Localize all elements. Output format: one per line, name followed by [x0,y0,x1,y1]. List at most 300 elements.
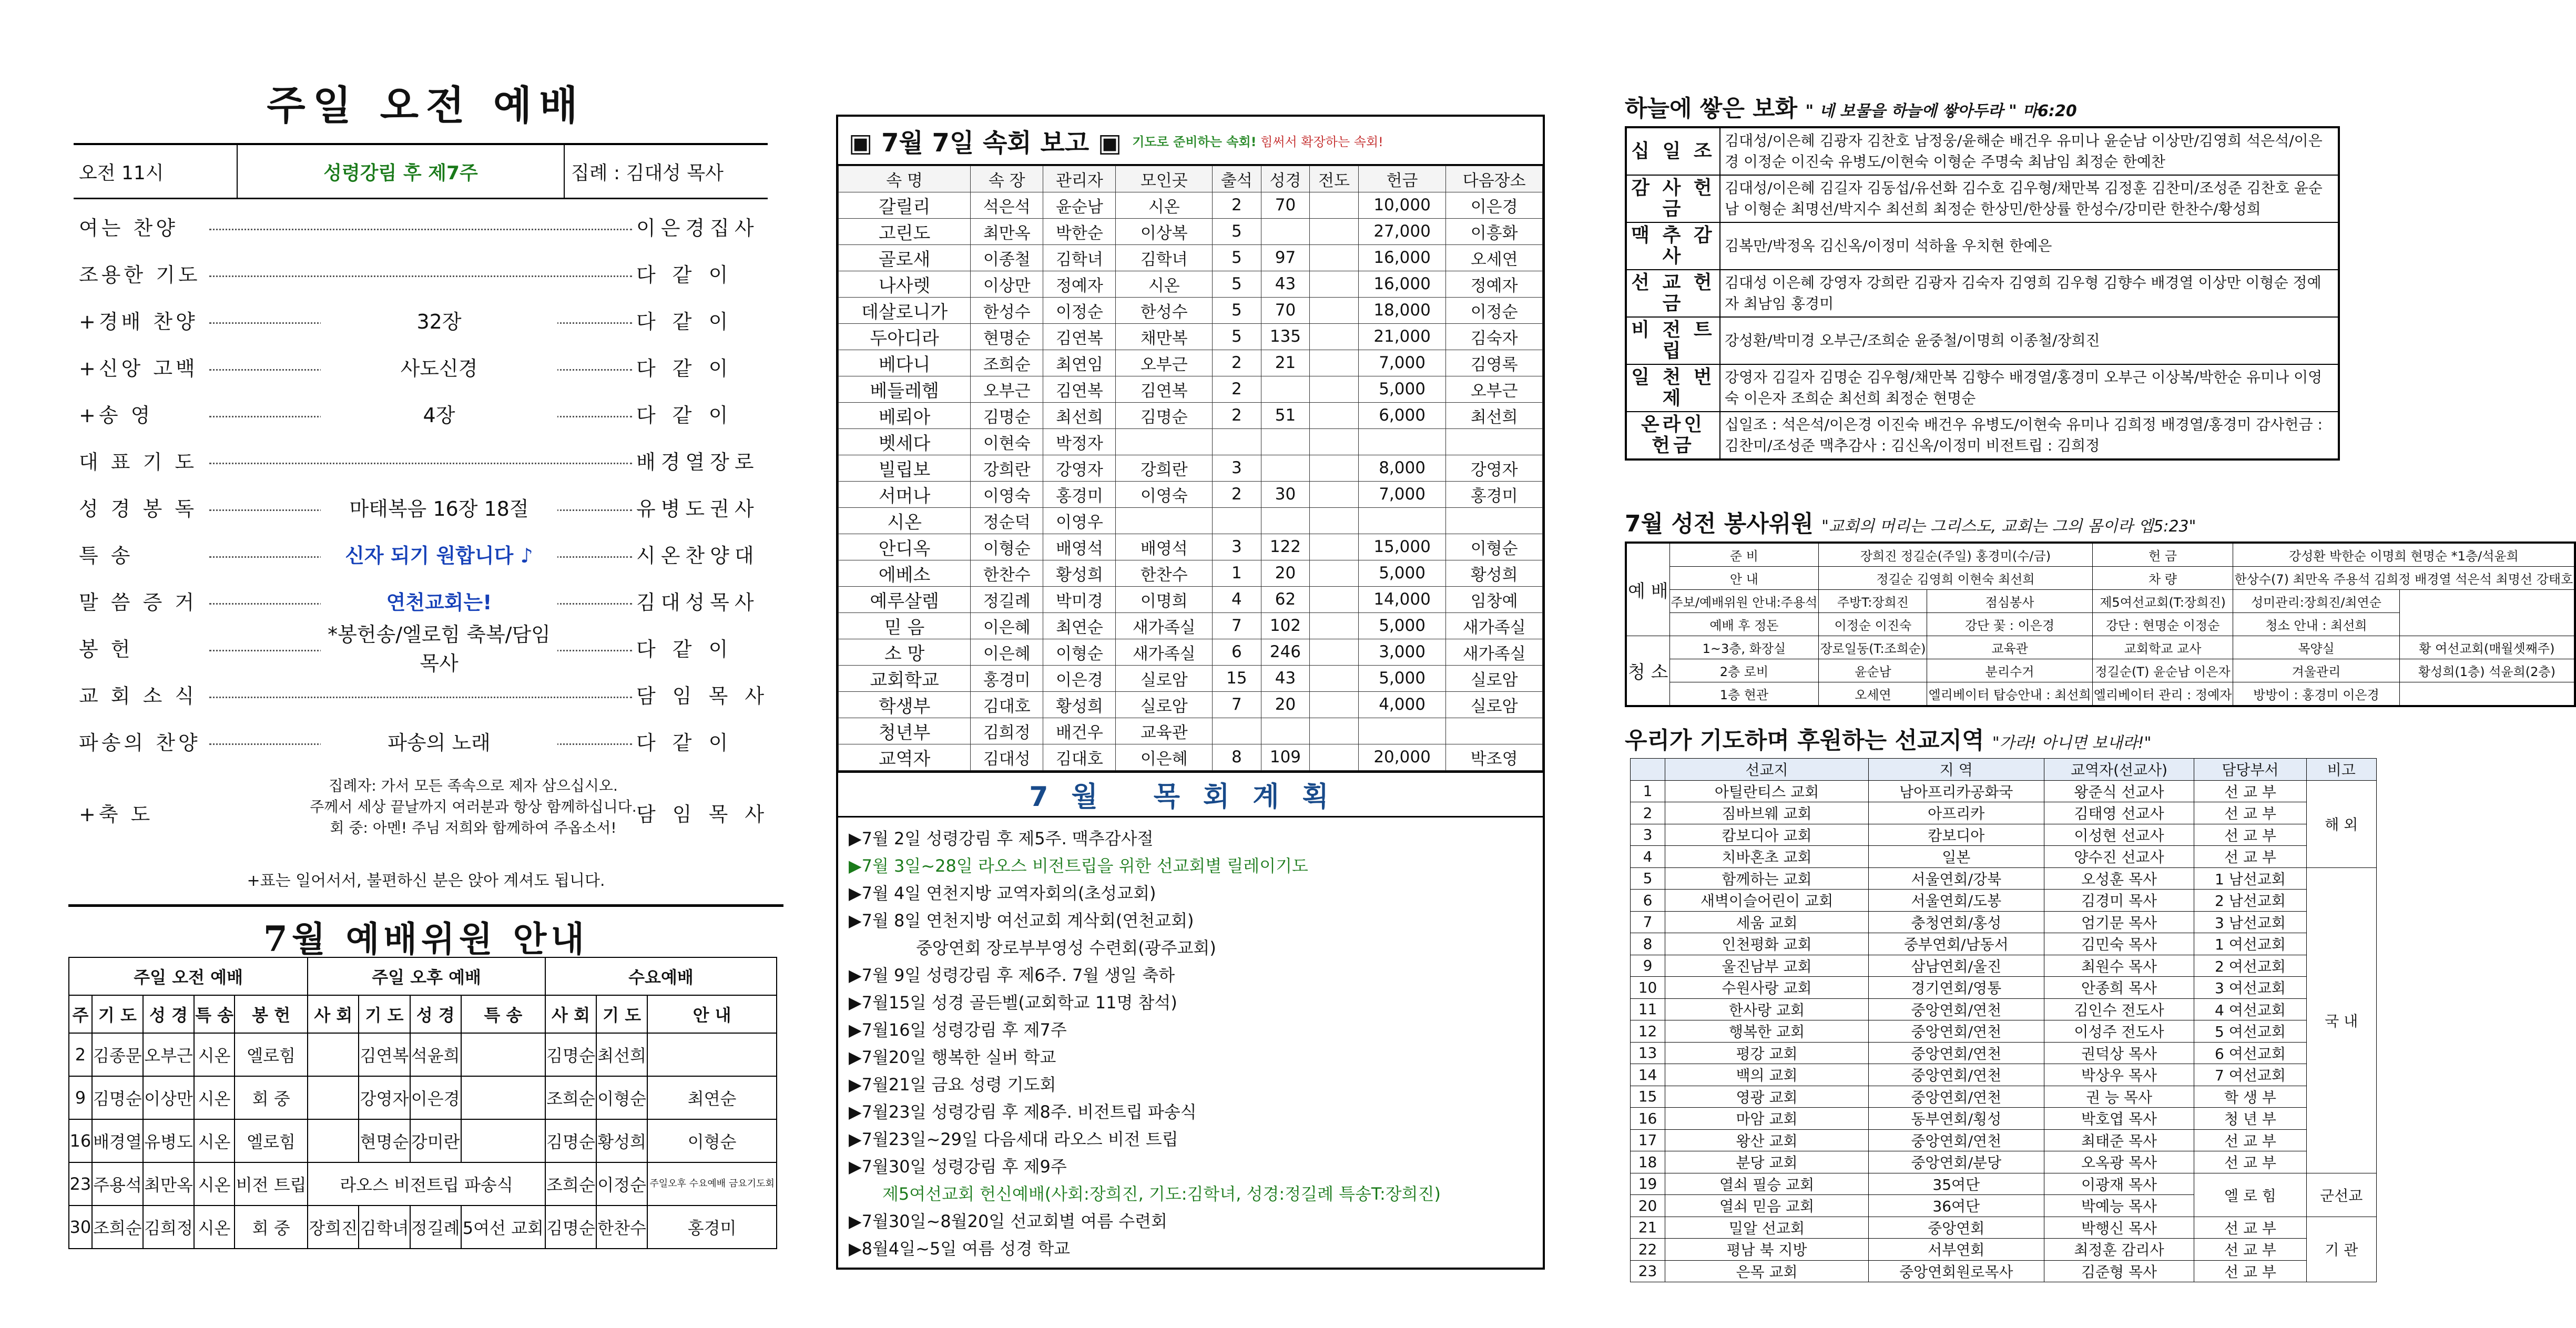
report-cell: 20 [1261,691,1310,718]
order-item [79,444,768,476]
mission-cell: 선 교 부 [2194,802,2306,824]
cleaning-cell: 분리수거 [1927,659,2092,682]
offering-names: 강성환/박미경 오부근/조희순 윤중철/이명희 이종철/장희진 [1720,317,2339,364]
report-cell: 김대호 [971,691,1043,718]
report-cell [1358,718,1445,744]
report-row [839,376,1543,402]
mission-cell: 선 교 부 [2194,780,2306,802]
report-cell [1213,428,1261,455]
mission-row [1631,1042,2377,1064]
report-cell: 102 [1261,612,1310,639]
report-cell: 실로암 [1446,691,1543,718]
mission-cell: 박상우 목사 [2044,1064,2194,1086]
report-cell [1310,455,1359,481]
report-cell: 15 [1213,665,1261,691]
cleaning-cell: 황성희(1층) 석윤희(2층) [2399,659,2575,682]
order-item-detail: 4장 [321,399,557,428]
plan-item: ▶7월 4일 연천지방 교역자회의(초성교회) [849,883,1156,903]
report-cell: 1 [1213,560,1261,586]
volunteers-quote: "교회의 머리는 그리스도, 교회는 그의 몸이라 엡5:23" [1821,517,2196,536]
mission-cell: 엄기문 목사 [2044,911,2194,933]
report-cell: 베들레헴 [839,376,971,402]
mission-cell: 열쇠 필승 교회 [1665,1173,1869,1195]
blessing-line: 회 중: 아멘! 주님 저희와 함께하여 주옵소서! [330,819,617,836]
order-item-person: 다 같 이 [636,403,734,427]
report-cell: 김학녀 [1116,244,1213,271]
mission-cell: 선 교 부 [2194,1239,2306,1261]
mission-cell: 1 남선교회 [2194,867,2306,890]
worship-staff-title: 7월 예배위원 안내 [68,904,783,961]
report-cell: 이영숙 [971,481,1043,507]
cleaning-row [1626,682,2575,707]
staff-cell: 배경열 [92,1119,143,1162]
plan-item: ▶8월4일~5일 여름 성경 학교 [849,1238,1071,1259]
staff-column-header: 성 경 [143,995,194,1033]
mission-cell: 최정훈 감리사 [2044,1239,2194,1261]
mission-cell: 함께하는 교회 [1665,867,1869,890]
report-row [839,744,1543,770]
mission-cell: 일본 [1868,846,2044,868]
volunteer-cell: 강성환 박한순 이명희 현명순 *1층/석윤희 [2233,543,2575,567]
report-column-header: 성경 [1261,166,1310,192]
mission-cell: 열쇠 믿음 교회 [1665,1195,1869,1217]
report-cell [1310,639,1359,665]
mission-column-header: 교역자(선교사) [2044,759,2194,781]
plan-item: ▶7월 3일~28일 라오스 비전트립을 위한 선교회별 릴레이기도 [849,855,1308,876]
report-cell: 246 [1261,639,1310,665]
report-row [839,297,1543,323]
order-item-person: 김대성목사 [636,590,759,614]
order-item-person: 다 같 이 [636,263,734,287]
staff-cell: 김명순 [545,1033,596,1076]
report-cell: 최연순 [1043,612,1116,639]
report-cell: 이영숙 [1116,481,1213,507]
mission-cell: 박행신 목사 [2044,1217,2194,1239]
order-item-person: 담 임 목 사 [636,684,770,708]
report-cell: 새가족실 [1116,612,1213,639]
mission-cell: 학 생 부 [2194,1086,2306,1108]
mission-cell: 캄보디아 [1868,824,2044,846]
report-cell: 채만복 [1116,323,1213,350]
mission-column-header: 지 역 [1868,759,2044,781]
mission-cell: 최태준 목사 [2044,1129,2194,1151]
cleaning-cell: 윤순남 [1819,659,1927,682]
order-item-name: 봉 헌 [79,637,134,661]
mission-cell: 5 여선교회 [2194,1020,2306,1043]
report-title-bar [838,117,1543,166]
staff-column-header: 특 송 [194,995,235,1033]
report-cell: 강희란 [1116,455,1213,481]
offering-names: 강영자 김길자 김명순 김우형/채만복 김향수 배경열/홍경미 오부근 이상복/박한순 유미나 이영숙 이은자 조희순 최선희 최정순 현명순 [1720,364,2339,412]
cleaning-cell: 1층 현관 [1669,682,1819,707]
mission-cell: 행복한 교회 [1665,1020,1869,1043]
volunteer-cell: 준 비 [1669,543,1819,567]
mission-cell: 중앙연회원로목사 [1868,1260,2044,1282]
leader-dots [209,463,632,464]
report-cell: 4 [1213,586,1261,612]
mission-cell: 김경미 목사 [2044,890,2194,912]
cleaning-row [1626,636,2575,659]
volunteer-cell: 성미관리:장희진/최연순 [2233,590,2399,613]
mission-cell: 중부연회/남동서 [1868,933,2044,955]
staff-cell: 김명순 [545,1206,596,1249]
report-cell [1310,507,1359,534]
left-column [68,0,783,1328]
report-row [839,507,1543,534]
mission-cell: 2 여선교회 [2194,955,2306,977]
report-cell: 교역자 [839,744,971,770]
order-item-person: 다 같 이 [636,310,734,333]
report-cell: 실로암 [1446,665,1543,691]
mission-cell: 아프리카 [1868,802,2044,824]
offering-quote: " 네 보물을 하늘에 쌓아두라 " 마6:20 [1805,102,2077,120]
offering-names: 김대성/이은혜 김광자 김찬호 남정웅/윤해순 배건우 유미나 윤순남 이상만/김영희 석은석/이은경 이정순 이진숙 유병도/이현숙 이형순 주명숙 최남임 최정순 한예찬 [1720,127,2339,175]
report-row [839,639,1543,665]
staff-cell: 라오스 비전트립 파송식 [308,1162,545,1206]
report-column-header: 속 장 [971,166,1043,192]
report-column-header: 다음장소 [1446,166,1543,192]
mission-cell: 2 [1631,802,1665,824]
mission-cell: 19 [1631,1173,1665,1195]
offering-category: 맥 추 감 사 [1626,222,1720,270]
report-cell: 8 [1213,744,1261,770]
report-cell: 정예자 [1043,271,1116,297]
missions-title: 우리가 기도하며 후원하는 선교지역 [1625,727,1984,754]
mission-row [1631,955,2377,977]
report-cell: 2 [1213,192,1261,218]
report-cell: 8,000 [1358,455,1445,481]
leader-dots [209,697,632,698]
mission-cell: 김태영 선교사 [2044,802,2194,824]
report-row [839,350,1543,376]
mission-column-header [1631,759,1665,781]
mission-column-header: 비고 [2306,759,2377,781]
middle-column [836,0,1543,1328]
report-cell: 이은혜 [971,612,1043,639]
order-item [79,538,768,569]
report-cell: 벳세다 [839,428,971,455]
report-cell: 2 [1213,350,1261,376]
offering-title: 하늘에 쌓은 보화 [1625,95,1798,122]
right-column [1620,0,2573,1328]
report-cell: 62 [1261,586,1310,612]
mission-cell: 23 [1631,1260,1665,1282]
offering-names: 김대성/이은혜 김길자 김동섭/유선화 김수호 김우형/채만복 김정훈 김찬미/조성준 김찬호 윤순남 이형순 최명선/박지수 최선희 최정순 한상민/한상률 한성수/강미란 한찬수/황성희 [1720,175,2339,222]
cleaning-cell: 교회학교 교사 [2092,636,2233,659]
order-item [79,623,768,675]
plan-title: 7월 목회계획 [838,771,1543,818]
blessing-line: 집례자: 가서 모든 족속으로 제자 삼으십시오. [329,777,618,794]
service-leader: 집례 : 김대성 목사 [571,162,724,184]
staff-cell: 이형순 [596,1076,647,1119]
mission-cell: 22 [1631,1239,1665,1261]
mission-cell: 7 여선교회 [2194,1064,2306,1086]
report-cell: 이형순 [1446,534,1543,560]
report-cell: 강영자 [1043,455,1116,481]
mission-cell: 아틸란티스 교회 [1665,780,1869,802]
report-cell: 박한순 [1043,218,1116,244]
report-cell: 이형순 [971,534,1043,560]
report-cell: 한찬수 [1116,560,1213,586]
report-cell [1446,718,1543,744]
mission-row [1631,998,2377,1020]
report-column-header: 출석 [1213,166,1261,192]
mission-cell: 충청연회/홍성 [1868,911,2044,933]
mission-cell: 선 교 부 [2194,824,2306,846]
staff-cell: 석윤희 [410,1033,461,1076]
report-cell: 16,000 [1358,271,1445,297]
order-item [79,491,768,523]
report-cell: 데살로니가 [839,297,971,323]
plan-item: 제5여선교회 헌신예배(사회:장희진, 기도:김학녀, 성경:정길례 특송T:장희진) [849,1183,1441,1204]
offering-table [1625,126,2340,461]
report-row [839,218,1543,244]
offering-category: 온라인헌금 [1626,412,1720,459]
report-cell [1310,376,1359,402]
cleaning-label: 청 소 [1626,636,1669,707]
mission-row [1631,1086,2377,1108]
mission-column-header: 선교지 [1665,759,1869,781]
report-cell: 김숙자 [1446,323,1543,350]
report-cell [1261,507,1310,534]
mission-cell: 안종희 목사 [2044,977,2194,999]
volunteer-row [1626,590,2575,613]
report-cell: 예루살렘 [839,586,971,612]
plan-item: ▶7월20일 행복한 실버 학교 [849,1047,1056,1067]
report-cell: 16,000 [1358,244,1445,271]
report-cell: 6 [1213,639,1261,665]
report-cell [1310,481,1359,507]
report-cell [1310,297,1359,323]
mission-cell: 중앙연회/분당 [1868,1151,2044,1173]
report-cell: 고린도 [839,218,971,244]
staff-cell: 이형순 [647,1119,777,1162]
report-cell [1261,718,1310,744]
mission-cell: 8 [1631,933,1665,955]
report-cell: 5 [1213,218,1261,244]
report-cell: 18,000 [1358,297,1445,323]
order-item-person: 유병도권사 [636,497,759,520]
report-cell: 21,000 [1358,323,1445,350]
mission-cell: 9 [1631,955,1665,977]
report-cell: 시온 [1116,192,1213,218]
mission-row [1631,1064,2377,1086]
report-cell: 조희순 [971,350,1043,376]
staff-row [69,1076,777,1119]
service-theme: 성령강림 후 제7주 [237,145,565,198]
report-cell: 황성희 [1043,560,1116,586]
report-cell: 김연복 [1043,323,1116,350]
mission-cell: 오옥광 목사 [2044,1151,2194,1173]
report-cell: 황성희 [1446,560,1543,586]
cleaning-cell: 1~3층, 화장실 [1669,636,1819,659]
report-cell [1310,691,1359,718]
mission-cell: 4 여선교회 [2194,998,2306,1020]
mission-cell: 밀알 선교회 [1665,1217,1869,1239]
report-cell [1310,350,1359,376]
report-cell [1310,323,1359,350]
mission-cell: 권 능 목사 [2044,1086,2194,1108]
mission-cell: 마암 교회 [1665,1108,1869,1130]
mission-cell: 7 [1631,911,1665,933]
staff-cell: 황성희 [596,1119,647,1162]
offering-category: 선 교 헌 금 [1626,270,1720,317]
order-item-name: 파송의 찬양 [79,731,201,754]
order-item-name: 특 송 [79,544,134,567]
cleaning-cell: 엘리베이터 관리 : 정예자 [2092,682,2233,707]
volunteer-cell: 이정순 이진숙 [1819,613,1927,636]
order-item-name: +축 도 [79,802,154,826]
mission-cell: 박호엽 목사 [2044,1108,2194,1130]
report-cell [1310,244,1359,271]
report-cell: 2 [1213,402,1261,428]
report-row [839,481,1543,507]
report-cell: 2 [1213,376,1261,402]
staff-cell: 김학녀 [359,1206,410,1249]
report-cell: 교회학교 [839,665,971,691]
staff-cell: 유병도 [143,1119,194,1162]
mission-cell: 캄보디아 교회 [1665,824,1869,846]
report-cell: 석은석 [971,192,1043,218]
report-cell: 70 [1261,297,1310,323]
mission-row [1631,867,2377,890]
report-cell: 배건우 [1043,718,1116,744]
report-cell: 30 [1261,481,1310,507]
mission-cell: 청 년 부 [2194,1108,2306,1130]
volunteers-table [1625,542,2576,707]
staff-column-header: 봉 헌 [235,995,308,1033]
report-cell: 이영우 [1043,507,1116,534]
report-row [839,455,1543,481]
report-cell: 교육관 [1116,718,1213,744]
volunteer-cell: 한상수(7) 최만옥 주용석 김희정 배경열 석은석 최명선 강태호 [2233,567,2575,590]
mission-cell: 수원사랑 교회 [1665,977,1869,999]
staff-cell: 김연복 [359,1033,410,1076]
report-cell: 한찬수 [971,560,1043,586]
staff-column-header: 사 회 [545,995,596,1033]
cleaning-cell: 황 여선교회(매월셋째주) [2399,636,2575,659]
mission-cell: 6 [1631,890,1665,912]
missions-heading [1625,721,2151,755]
order-item-name: 대 표 기 도 [79,450,198,474]
mission-cell: 오성훈 목사 [2044,867,2194,890]
mission-cell: 분당 교회 [1665,1151,1869,1173]
mission-cell: 은목 교회 [1665,1260,1869,1282]
report-subtitle-b: 힘써서 확장하는 속회! [1260,134,1383,149]
staff-cell: 23 [69,1162,92,1206]
offering-row [1626,270,2339,317]
report-row [839,665,1543,691]
report-cell: 홍경미 [1043,481,1116,507]
mission-cell: 16 [1631,1108,1665,1130]
volunteer-row [1626,543,2575,567]
mission-row [1631,780,2377,802]
mission-row [1631,1108,2377,1130]
mission-cell: 치바혼초 교회 [1665,846,1869,868]
report-row [839,560,1543,586]
staff-cell: 정길례 [410,1206,461,1249]
report-cell: 실로암 [1116,691,1213,718]
report-cell: 109 [1261,744,1310,770]
staff-cell: 5여선 교회 [461,1206,545,1249]
mission-cell: 동부연회/횡성 [1868,1108,2044,1130]
report-cell [1261,376,1310,402]
report-column-header: 모인곳 [1116,166,1213,192]
staff-column-header: 성 경 [410,995,461,1033]
mission-cell: 13 [1631,1042,1665,1064]
report-cell: 5 [1213,271,1261,297]
report-cell: 5,000 [1358,665,1445,691]
report-cell: 시온 [839,507,971,534]
mission-cell: 36여단 [1868,1195,2044,1217]
volunteer-cell: 점심봉사 [1927,590,2092,613]
staff-cell [308,1119,359,1162]
report-cell: 5 [1213,244,1261,271]
mission-cell: 경기연회/영통 [1868,977,2044,999]
mission-row [1631,1217,2377,1239]
mission-cell: 14 [1631,1064,1665,1086]
mission-cell: 3 [1631,824,1665,846]
report-cell: 20,000 [1358,744,1445,770]
report-cell: 김희정 [971,718,1043,744]
mission-cell: 평남 북 지방 [1665,1239,1869,1261]
mission-cell: 11 [1631,998,1665,1020]
mission-cell: 1 [1631,780,1665,802]
mission-cell: 왕산 교회 [1665,1129,1869,1151]
staff-column-header: 기 도 [596,995,647,1033]
staff-cell: 김명순 [545,1119,596,1162]
report-cell: 베다니 [839,350,971,376]
report-table [838,166,1543,771]
mission-cell: 18 [1631,1151,1665,1173]
report-cell: 43 [1261,665,1310,691]
report-cell [1446,507,1543,534]
staff-cell: 조희순 [545,1162,596,1206]
report-cell: 서머나 [839,481,971,507]
mission-cell: 인천평화 교회 [1665,933,1869,955]
volunteer-cell: 헌 금 [2092,543,2233,567]
order-item [79,585,768,616]
offering-row [1626,412,2339,459]
order-item-name: 교 회 소 식 [79,684,198,708]
mission-cell: 삼남연회/울진 [1868,955,2044,977]
order-item-person: 담 임 목 사 [636,802,770,826]
report-cell: 15,000 [1358,534,1445,560]
report-column-header: 관리자 [1043,166,1116,192]
report-cell: 강영자 [1446,455,1543,481]
report-row [839,718,1543,744]
volunteer-row [1626,613,2575,636]
mission-row [1631,911,2377,933]
mission-row [1631,977,2377,999]
report-cell: 한성수 [1116,297,1213,323]
staff-column-header: 특 송 [461,995,545,1033]
mission-column-header: 담당부서 [2194,759,2306,781]
report-cell: 이명희 [1116,586,1213,612]
report-cell: 박조영 [1446,744,1543,770]
staff-cell: 이정순 [596,1162,647,1206]
mission-cell: 5 [1631,867,1665,890]
report-cell [1310,534,1359,560]
report-row [839,428,1543,455]
report-cell: 황성희 [1043,691,1116,718]
report-cell: 학생부 [839,691,971,718]
staff-cell: 시온 [194,1076,235,1119]
staff-cell: 한찬수 [596,1206,647,1249]
report-cell: 7,000 [1358,481,1445,507]
offering-names: 김대성 이은혜 강영자 강희란 김광자 김숙자 김영희 김우형 김향수 배경열 이상만 이형순 정예자 최남임 홍경미 [1720,270,2339,317]
report-cell: 20 [1261,560,1310,586]
